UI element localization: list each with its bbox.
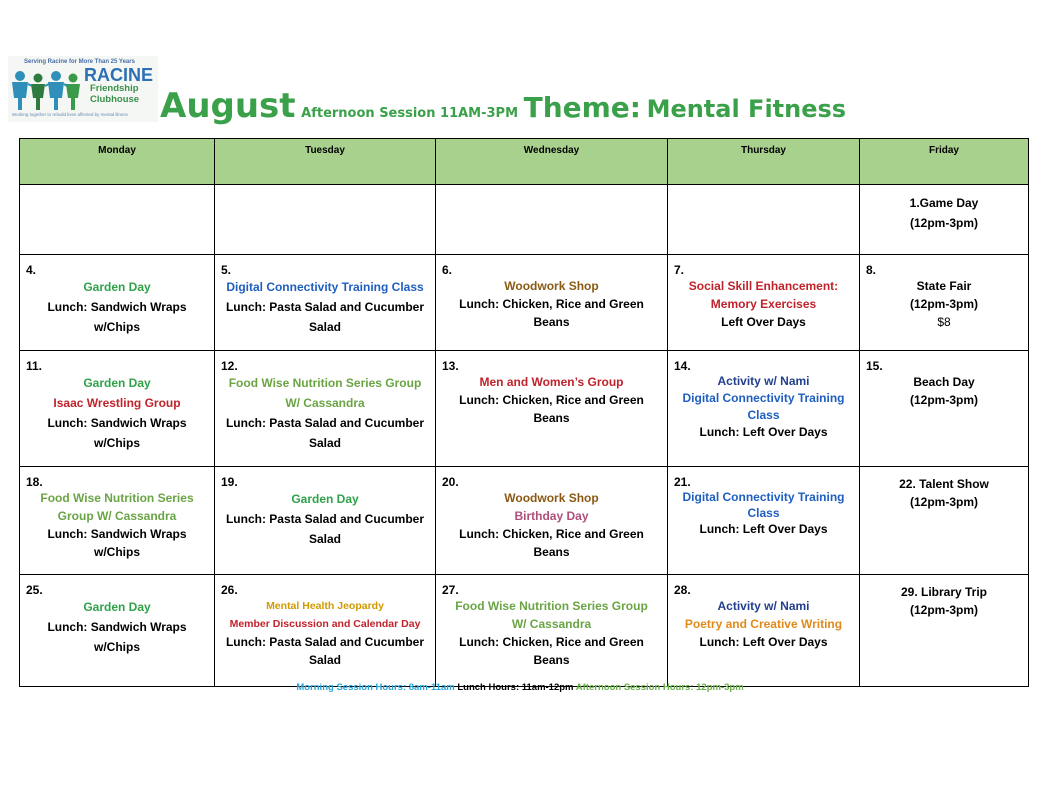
lunch-text-cont: Salad: [308, 653, 341, 667]
date-number: 27.: [442, 583, 459, 597]
day-cell: [860, 351, 1029, 467]
day-cell: [668, 185, 860, 255]
day-cell: [215, 575, 436, 687]
logo-subtitle-2: Clubhouse: [90, 94, 140, 105]
week-row: [20, 185, 1029, 255]
lunch-text: Left Over Days: [721, 315, 806, 329]
lunch-text-cont: w/Chips: [93, 320, 140, 334]
date-number: 25.: [26, 583, 43, 597]
week-row: [20, 351, 1029, 467]
event-title: Beach Day: [913, 375, 975, 389]
lunch-text: Lunch: Left Over Days: [699, 425, 828, 439]
day-header-row: [20, 139, 1029, 185]
calendar-table: [19, 138, 1029, 687]
lunch-text-cont: Beans: [533, 315, 570, 329]
day-cell: [20, 575, 215, 687]
date-number: 20.: [442, 475, 459, 489]
lunch-text-cont: Salad: [308, 532, 341, 546]
event-title: 22. Talent Show: [899, 477, 989, 491]
lunch-text-cont: Beans: [533, 411, 570, 425]
event-subtitle: Memory Exercises: [710, 297, 817, 311]
date-number: 13.: [442, 359, 459, 373]
day-cell: [860, 255, 1029, 351]
event-title: Woodwork Shop: [504, 279, 599, 293]
day-cell: [436, 467, 668, 575]
event-time: (12pm-3pm): [909, 216, 978, 230]
day-cell: [436, 351, 668, 467]
event-title: Food Wise Nutrition Series Group: [228, 376, 422, 390]
date-number: 7.: [674, 263, 685, 277]
event-title: Digital Connectivity Training Class: [226, 280, 424, 294]
event-subtitle: W/ Cassandra: [511, 617, 592, 631]
date-number: 14.: [674, 359, 691, 373]
day-cell: [436, 185, 668, 255]
event-title: Men and Women’s Group: [479, 375, 624, 389]
lunch-hours: Lunch Hours: 11am-12pm: [457, 682, 574, 693]
event-title: State Fair: [916, 279, 972, 293]
date-number: 12.: [221, 359, 238, 373]
event-time: (12pm-3pm): [909, 393, 978, 407]
lunch-text: Lunch: Sandwich Wraps: [47, 527, 187, 541]
lunch-text: Lunch: Chicken, Rice and Green: [459, 297, 644, 311]
logo-name: RACINE: [84, 65, 154, 85]
lunch-text-cont: Beans: [533, 653, 570, 667]
date-number: 21.: [674, 475, 691, 489]
lunch-text-cont: Salad: [308, 436, 341, 450]
lunch-text: Lunch: Sandwich Wraps: [47, 416, 187, 430]
event-title: Food Wise Nutrition Series: [40, 491, 194, 505]
lunch-text: Lunch: Pasta Salad and Cucumber: [225, 300, 425, 314]
lunch-text: Lunch: Chicken, Rice and Green: [459, 635, 644, 649]
week-row: [20, 575, 1029, 687]
event-subtitle-cont: Class: [747, 408, 780, 422]
day-header: Wednesday: [436, 139, 668, 185]
event-price: $8: [937, 315, 951, 329]
date-number: 15.: [866, 359, 883, 373]
day-cell: [860, 575, 1029, 687]
morning-hours: Morning Session Hours: 8am-11am: [296, 682, 455, 693]
date-number: 11.: [26, 359, 43, 373]
day-cell: [436, 575, 668, 687]
date-number: 19.: [221, 475, 238, 489]
event-time: (12pm-3pm): [909, 603, 978, 617]
event-title: Mental Health Jeopardy: [266, 600, 384, 612]
title-session: Afternoon Session 11AM-3PM: [301, 106, 519, 121]
day-cell: [20, 351, 215, 467]
title-theme-label: Theme:: [523, 91, 641, 124]
event-title: 1.Game Day: [909, 196, 979, 210]
day-header: Monday: [20, 139, 215, 185]
date-number: 4.: [26, 263, 37, 277]
event-title: Woodwork Shop: [504, 491, 599, 505]
event-title: 29. Library Trip: [900, 585, 988, 599]
day-cell: [215, 185, 436, 255]
lunch-text: Lunch: Pasta Salad and Cucumber: [225, 512, 425, 526]
date-number: 28.: [674, 583, 691, 597]
lunch-text-cont: Beans: [533, 545, 570, 559]
lunch-text: Lunch: Sandwich Wraps: [47, 300, 187, 314]
date-number: 5.: [221, 263, 232, 277]
logo-subtitle: Friendship: [90, 83, 139, 94]
lunch-text-cont: Salad: [308, 320, 341, 334]
date-number: 8.: [866, 263, 877, 277]
event-title: Food Wise Nutrition Series Group: [455, 599, 648, 613]
event-time: (12pm-3pm): [909, 297, 978, 311]
event-subtitle: W/ Cassandra: [285, 396, 365, 410]
day-cell: [20, 255, 215, 351]
afternoon-hours: Afternoon Session Hours: 12pm-3pm: [575, 682, 744, 693]
title-theme: Mental Fitness: [646, 95, 847, 123]
people-icon: [10, 68, 82, 112]
day-cell: [215, 255, 436, 351]
logo-tagline: Serving Racine for More Than 25 Years: [24, 59, 135, 65]
day-cell: [860, 467, 1029, 575]
logo-footer: Working together to rebuild lives affected by mental illness: [12, 112, 128, 117]
title-month: August: [160, 86, 296, 126]
event-subtitle: Group W/ Cassandra: [57, 509, 177, 523]
lunch-text: Lunch: Pasta Salad and Cucumber: [225, 416, 425, 430]
day-cell: [668, 575, 860, 687]
event-subtitle: Birthday Day: [514, 509, 589, 523]
event-time: (12pm-3pm): [909, 495, 978, 509]
day-cell: [436, 255, 668, 351]
event-title: Garden Day: [83, 280, 151, 294]
event-subtitle: Isaac Wrestling Group: [53, 396, 181, 410]
date-number: 26.: [221, 583, 238, 597]
event-title: Digital Connectivity Training: [682, 490, 845, 504]
lunch-text: Lunch: Chicken, Rice and Green: [459, 393, 644, 407]
week-row: [20, 255, 1029, 351]
week-row: [20, 467, 1029, 575]
clubhouse-logo: [8, 56, 158, 122]
day-cell: [668, 351, 860, 467]
event-title: Garden Day: [83, 600, 151, 614]
event-title: Garden Day: [83, 376, 151, 390]
page-title: [160, 86, 846, 126]
session-hours-footer: [0, 682, 1040, 693]
lunch-text-cont: w/Chips: [93, 545, 140, 559]
day-header: Tuesday: [215, 139, 436, 185]
event-title: Activity w/ Nami: [717, 599, 810, 613]
day-cell: [860, 185, 1029, 255]
lunch-text: Lunch: Chicken, Rice and Green: [459, 527, 644, 541]
event-title: Activity w/ Nami: [717, 374, 810, 388]
lunch-text: Lunch: Sandwich Wraps: [47, 620, 187, 634]
day-cell: [20, 185, 215, 255]
event-title: Garden Day: [291, 492, 359, 506]
lunch-text-cont: w/Chips: [93, 640, 140, 654]
day-cell: [668, 255, 860, 351]
event-subtitle: Member Discussion and Calendar Day: [229, 618, 421, 630]
lunch-text-cont: w/Chips: [93, 436, 140, 450]
event-title: Social Skill Enhancement:: [688, 279, 839, 293]
event-subtitle: Digital Connectivity Training: [682, 391, 845, 405]
day-cell: [215, 351, 436, 467]
lunch-text: Lunch: Left Over Days: [699, 522, 828, 536]
day-header: Thursday: [668, 139, 860, 185]
event-title-cont: Class: [747, 506, 780, 520]
day-cell: [20, 467, 215, 575]
date-number: 6.: [442, 263, 453, 277]
day-header: Friday: [860, 139, 1029, 185]
day-cell: [668, 467, 860, 575]
day-cell: [215, 467, 436, 575]
lunch-text: Lunch: Left Over Days: [699, 635, 828, 649]
date-number: 18.: [26, 475, 43, 489]
event-subtitle: Poetry and Creative Writing: [684, 617, 843, 631]
lunch-text: Lunch: Pasta Salad and Cucumber: [225, 635, 425, 649]
